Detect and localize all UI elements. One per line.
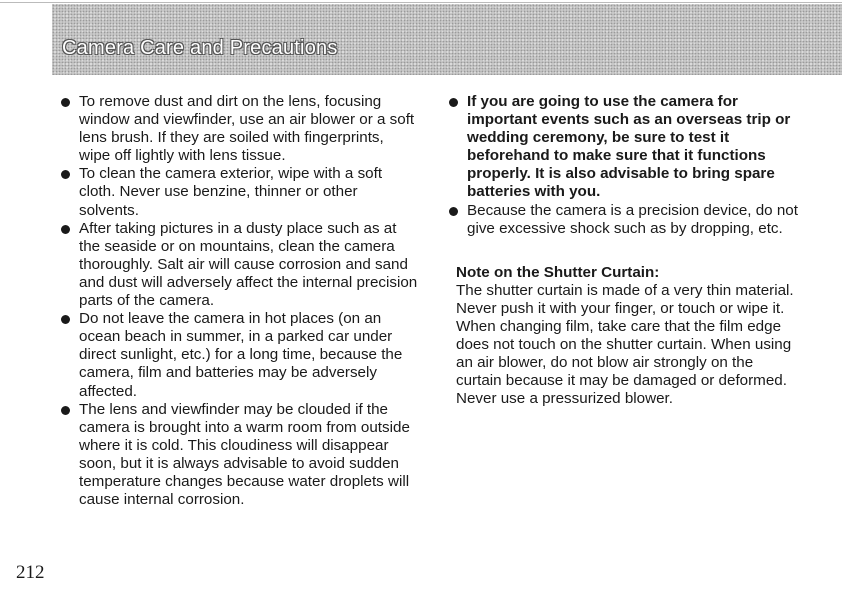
right-column (448, 93, 800, 409)
top-rule (0, 2, 842, 3)
right-bullet-list (448, 93, 800, 238)
list-item: Because the camera is a precision device, do not give excessive shock such as by dropping, etc. (448, 202, 800, 238)
left-column (60, 93, 418, 509)
note-body: The shutter curtain is made of a very thin material. Never push it with your finger, or touch or wipe it. When changing film, take care that the film edge does not touch on the shutter curtain. When using an air blower, do not blow air strongly on the curtain because it may be damaged or deformed. Never use a pressurized blower. (456, 281, 794, 408)
list-item-important: If you are going to use the camera for important events such as an overseas trip or wedding ceremony, be sure to test it beforehand to make sure that it functions properly. It is also advisable to bring spare batteries with you. (448, 93, 800, 202)
shutter-note (448, 264, 800, 409)
list-item: After taking pictures in a dusty place such as at the seaside or on mountains, clean the camera thoroughly. Salt air will cause corrosion and sand and dust will adversely affect the internal precision parts of the camera. (60, 220, 418, 310)
page-title: Camera Care and Precautions (62, 37, 338, 59)
page-number: 212 (16, 562, 45, 583)
list-item: To remove dust and dirt on the lens, focusing window and viewfinder, use an air blower or a soft lens brush. If they are soiled with fingerprints, wipe off lightly with lens tissue. (60, 93, 418, 165)
list-item: To clean the camera exterior, wipe with a soft cloth. Never use benzine, thinner or other solvents. (60, 165, 418, 219)
list-item: Do not leave the camera in hot places (on an ocean beach in summer, in a parked car under direct sunlight, etc.) for a long time, because the camera, film and batteries may be adversely affected. (60, 310, 418, 400)
list-item: The lens and viewfinder may be clouded if the camera is brought into a warm room from outside where it is cold. This cloudiness will disappear soon, but it is always advisable to avoid sudden temperature changes because water droplets will cause internal corrosion. (60, 401, 418, 510)
note-heading: Note on the Shutter Curtain: (456, 263, 660, 281)
left-bullet-list (60, 93, 418, 509)
